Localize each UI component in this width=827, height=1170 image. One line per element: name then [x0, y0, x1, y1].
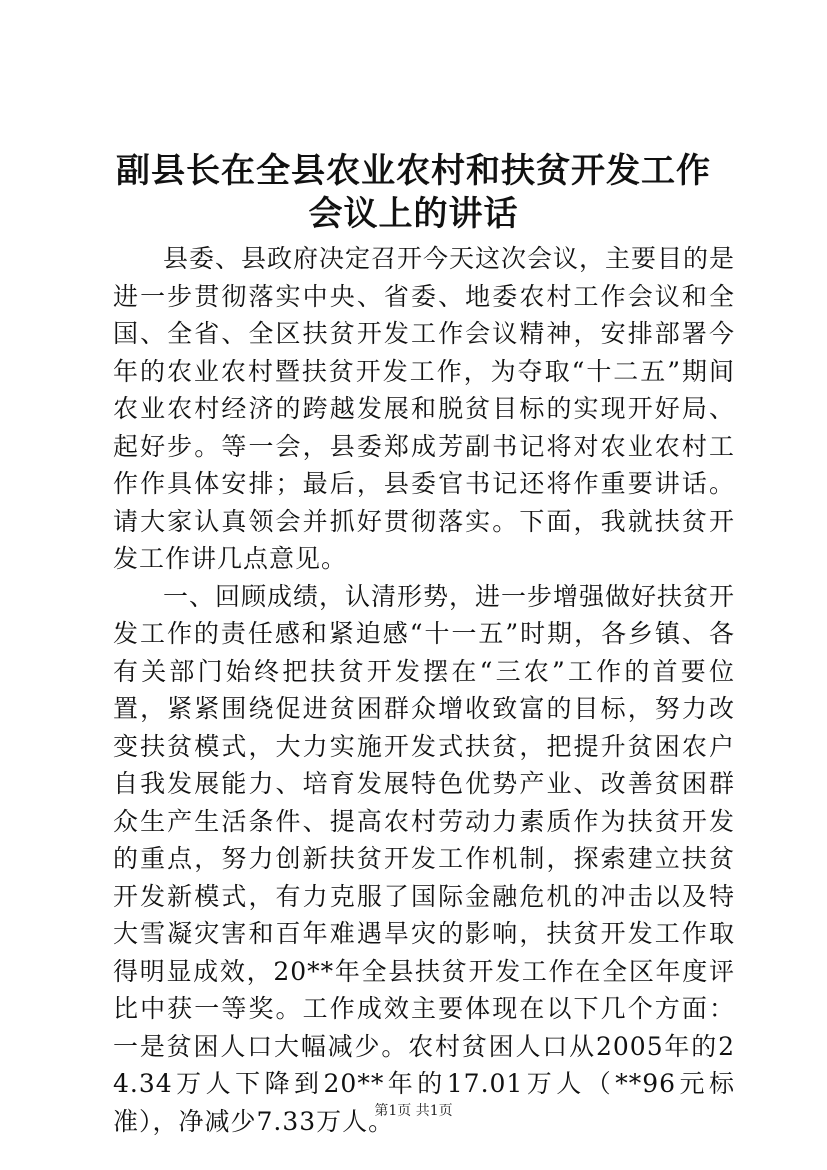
document-title: 副县长在全县农业农村和扶贫开发工作会议上的讲话 [116, 151, 711, 234]
paragraph-intro: 县委、县政府决定召开今天这次会议，主要目的是进一步贯彻落实中央、省委、地委农村工作会议和全国、全省、全区扶贫开发工作会议精神，安排部署今年的农业农村暨扶贫开发工作，为夺取“十二五”期间农业农村经济的跨越发展和脱贫目标的实现开好局、起好步。等一会，县委郑成芳副书记将对农业农村工作作具体安排；最后，县委官书记还将作重要讲话。请大家认真领会并抓好贯彻落实。下面，我就扶贫开发工作讲几点意见。 [113, 244, 736, 573]
document-body [113, 240, 735, 1140]
page-number-footer: 第1页 共1页 [374, 1103, 453, 1119]
paragraph-review: 一、回顾成绩，认清形势，进一步增强做好扶贫开发工作的责任感和紧迫感“十一五”时期，各乡镇、各有关部门始终把扶贫开发摆在“三农”工作的首要位置，紧紧围绕促进贫困群众增收致富的目标，努力改变扶贫模式，大力实施开发式扶贫，把提升贫困农户自我发展能力、培育发展特色优势产业、改善贫困群众生产生活条件、提高农村劳动力素质作为扶贫开发的重点，努力创新扶贫开发工作机制，探索建立扶贫开发新模式，有力克服了国际金融危机的冲击以及特大雪凝灾害和百年难遇旱灾的影响，扶贫开发工作取得明显成效，20**年全县扶贫开发工作在全区年度评比中获一等奖。工作成效主要体现在以下几个方面：一是贫困人口大幅减少。农村贫困人口从2005年的24.34万人下降到20**年的17.01万人（**96元标准），净减少7.33万人。 [113, 581, 736, 1136]
